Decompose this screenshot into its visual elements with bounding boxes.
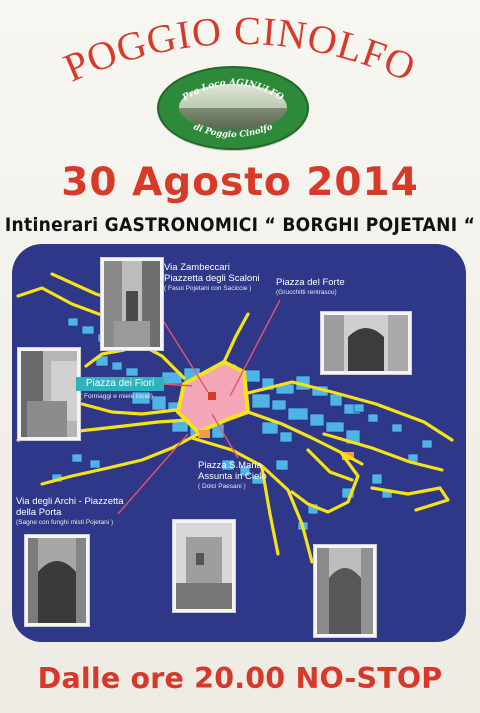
badge-top-text: Pro Loco AGINULFO bbox=[180, 77, 286, 104]
location-name: Piazza del Forte bbox=[276, 277, 345, 288]
label-piazza-dei-fiori: Piazza dei Fiori bbox=[76, 377, 164, 391]
label-via-zambeccari bbox=[164, 262, 274, 293]
location-name: Via Zambeccari Piazzetta degli Scaloni bbox=[164, 262, 260, 284]
location-note: ( Formaggi e miele locali) bbox=[80, 393, 153, 400]
location-name: Via degli Archi - Piazzetta della Porta bbox=[16, 496, 124, 518]
photo-piazza-del-forte bbox=[321, 312, 411, 374]
event-date: 30 Agosto 2014 bbox=[61, 160, 419, 205]
label-piazza-santa-maria bbox=[198, 460, 308, 491]
photo-arch-street bbox=[314, 545, 376, 637]
event-subtitle: Intinerari GASTRONOMICI “ BORGHI POJETANI “ bbox=[4, 214, 476, 236]
location-note: (Grucchitti rentrascu) bbox=[276, 289, 337, 296]
location-note: (Sagne con funghi misti Pojetani ) bbox=[16, 519, 114, 526]
location-name: Piazza S.Maria Assunta in Cielo bbox=[198, 460, 267, 482]
photo-piazza-dei-fiori bbox=[18, 348, 80, 440]
photo-via-zambeccari bbox=[101, 258, 163, 350]
pro-loco-badge bbox=[157, 66, 309, 150]
event-time: Dalle ore 20.00 NO-STOP bbox=[37, 662, 443, 695]
photo-piazza-santa-maria bbox=[173, 520, 235, 612]
svg-text:Pro Loco AGINULFO bbox=[180, 78, 285, 104]
location-note: ( Fasoi Pojetani con Saciccie ) bbox=[164, 285, 252, 292]
title-text: POGGIO CINOLFO bbox=[57, 7, 423, 91]
label-piazza-del-forte bbox=[276, 277, 386, 297]
svg-text:di Poggio Cinolfo bbox=[192, 122, 275, 140]
location-note: ( Dolci Paesani ) bbox=[198, 483, 246, 490]
badge-bottom-text: di Poggio Cinolfo bbox=[191, 122, 275, 141]
label-via-degli-archi bbox=[16, 496, 146, 527]
label-piazza-dei-fiori-note bbox=[80, 392, 170, 401]
photo-via-degli-archi bbox=[25, 535, 89, 626]
